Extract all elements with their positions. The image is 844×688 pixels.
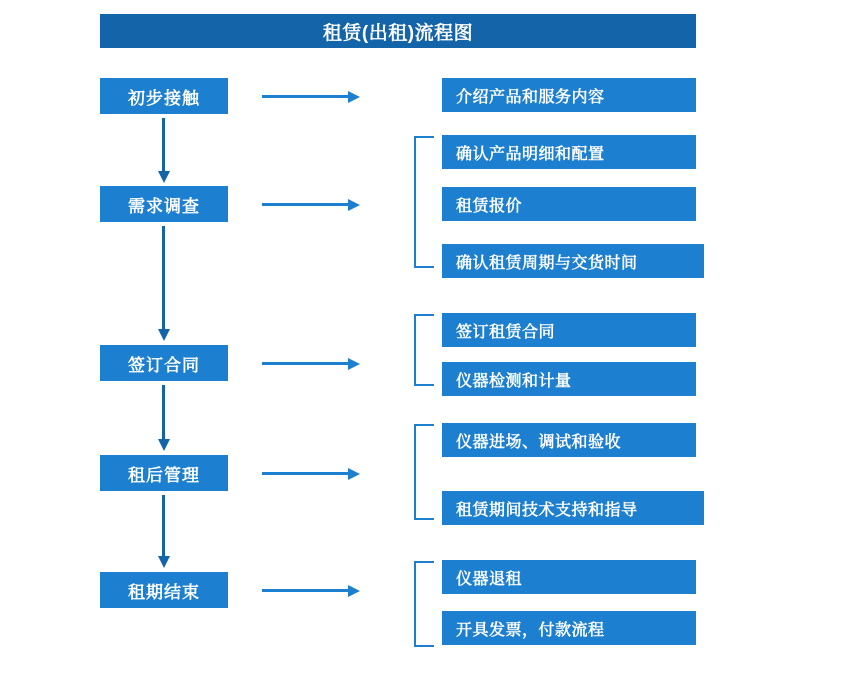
task-box-1[interactable]: 介绍产品和服务内容 bbox=[442, 78, 696, 112]
task-box-3[interactable]: 租赁报价 bbox=[442, 187, 696, 221]
task-box-9[interactable]: 仪器退租 bbox=[442, 560, 696, 594]
stage-connector-4-5 bbox=[162, 495, 165, 557]
stage-to-task-arrow-4 bbox=[262, 472, 348, 475]
task-box-4[interactable]: 确认租赁周期与交货时间 bbox=[442, 244, 704, 278]
task-group-bracket-4 bbox=[414, 424, 434, 520]
task-group-bracket-2 bbox=[414, 136, 434, 268]
stage-box-4[interactable]: 租后管理 bbox=[100, 455, 228, 491]
task-box-5[interactable]: 签订租赁合同 bbox=[442, 313, 696, 347]
stage-to-task-arrow-3 bbox=[262, 362, 348, 365]
task-group-bracket-5 bbox=[414, 561, 434, 647]
stage-to-task-arrow-1 bbox=[262, 95, 348, 98]
page-title: 租赁(出租)流程图 bbox=[100, 14, 696, 48]
stage-box-3[interactable]: 签订合同 bbox=[100, 345, 228, 381]
task-box-8[interactable]: 租赁期间技术支持和指导 bbox=[442, 491, 704, 525]
task-box-7[interactable]: 仪器进场、调试和验收 bbox=[442, 423, 696, 457]
stage-box-2[interactable]: 需求调查 bbox=[100, 186, 228, 222]
stage-connector-1-2 bbox=[162, 118, 165, 172]
stage-to-task-arrow-2 bbox=[262, 203, 348, 206]
task-group-bracket-3 bbox=[414, 314, 434, 386]
stage-connector-3-4 bbox=[162, 385, 165, 440]
task-box-10[interactable]: 开具发票，付款流程 bbox=[442, 611, 696, 645]
task-box-2[interactable]: 确认产品明细和配置 bbox=[442, 135, 696, 169]
stage-box-1[interactable]: 初步接触 bbox=[100, 78, 228, 114]
stage-connector-2-3 bbox=[162, 226, 165, 330]
stage-box-5[interactable]: 租期结束 bbox=[100, 572, 228, 608]
stage-to-task-arrow-5 bbox=[262, 589, 348, 592]
task-box-6[interactable]: 仪器检测和计量 bbox=[442, 362, 696, 396]
